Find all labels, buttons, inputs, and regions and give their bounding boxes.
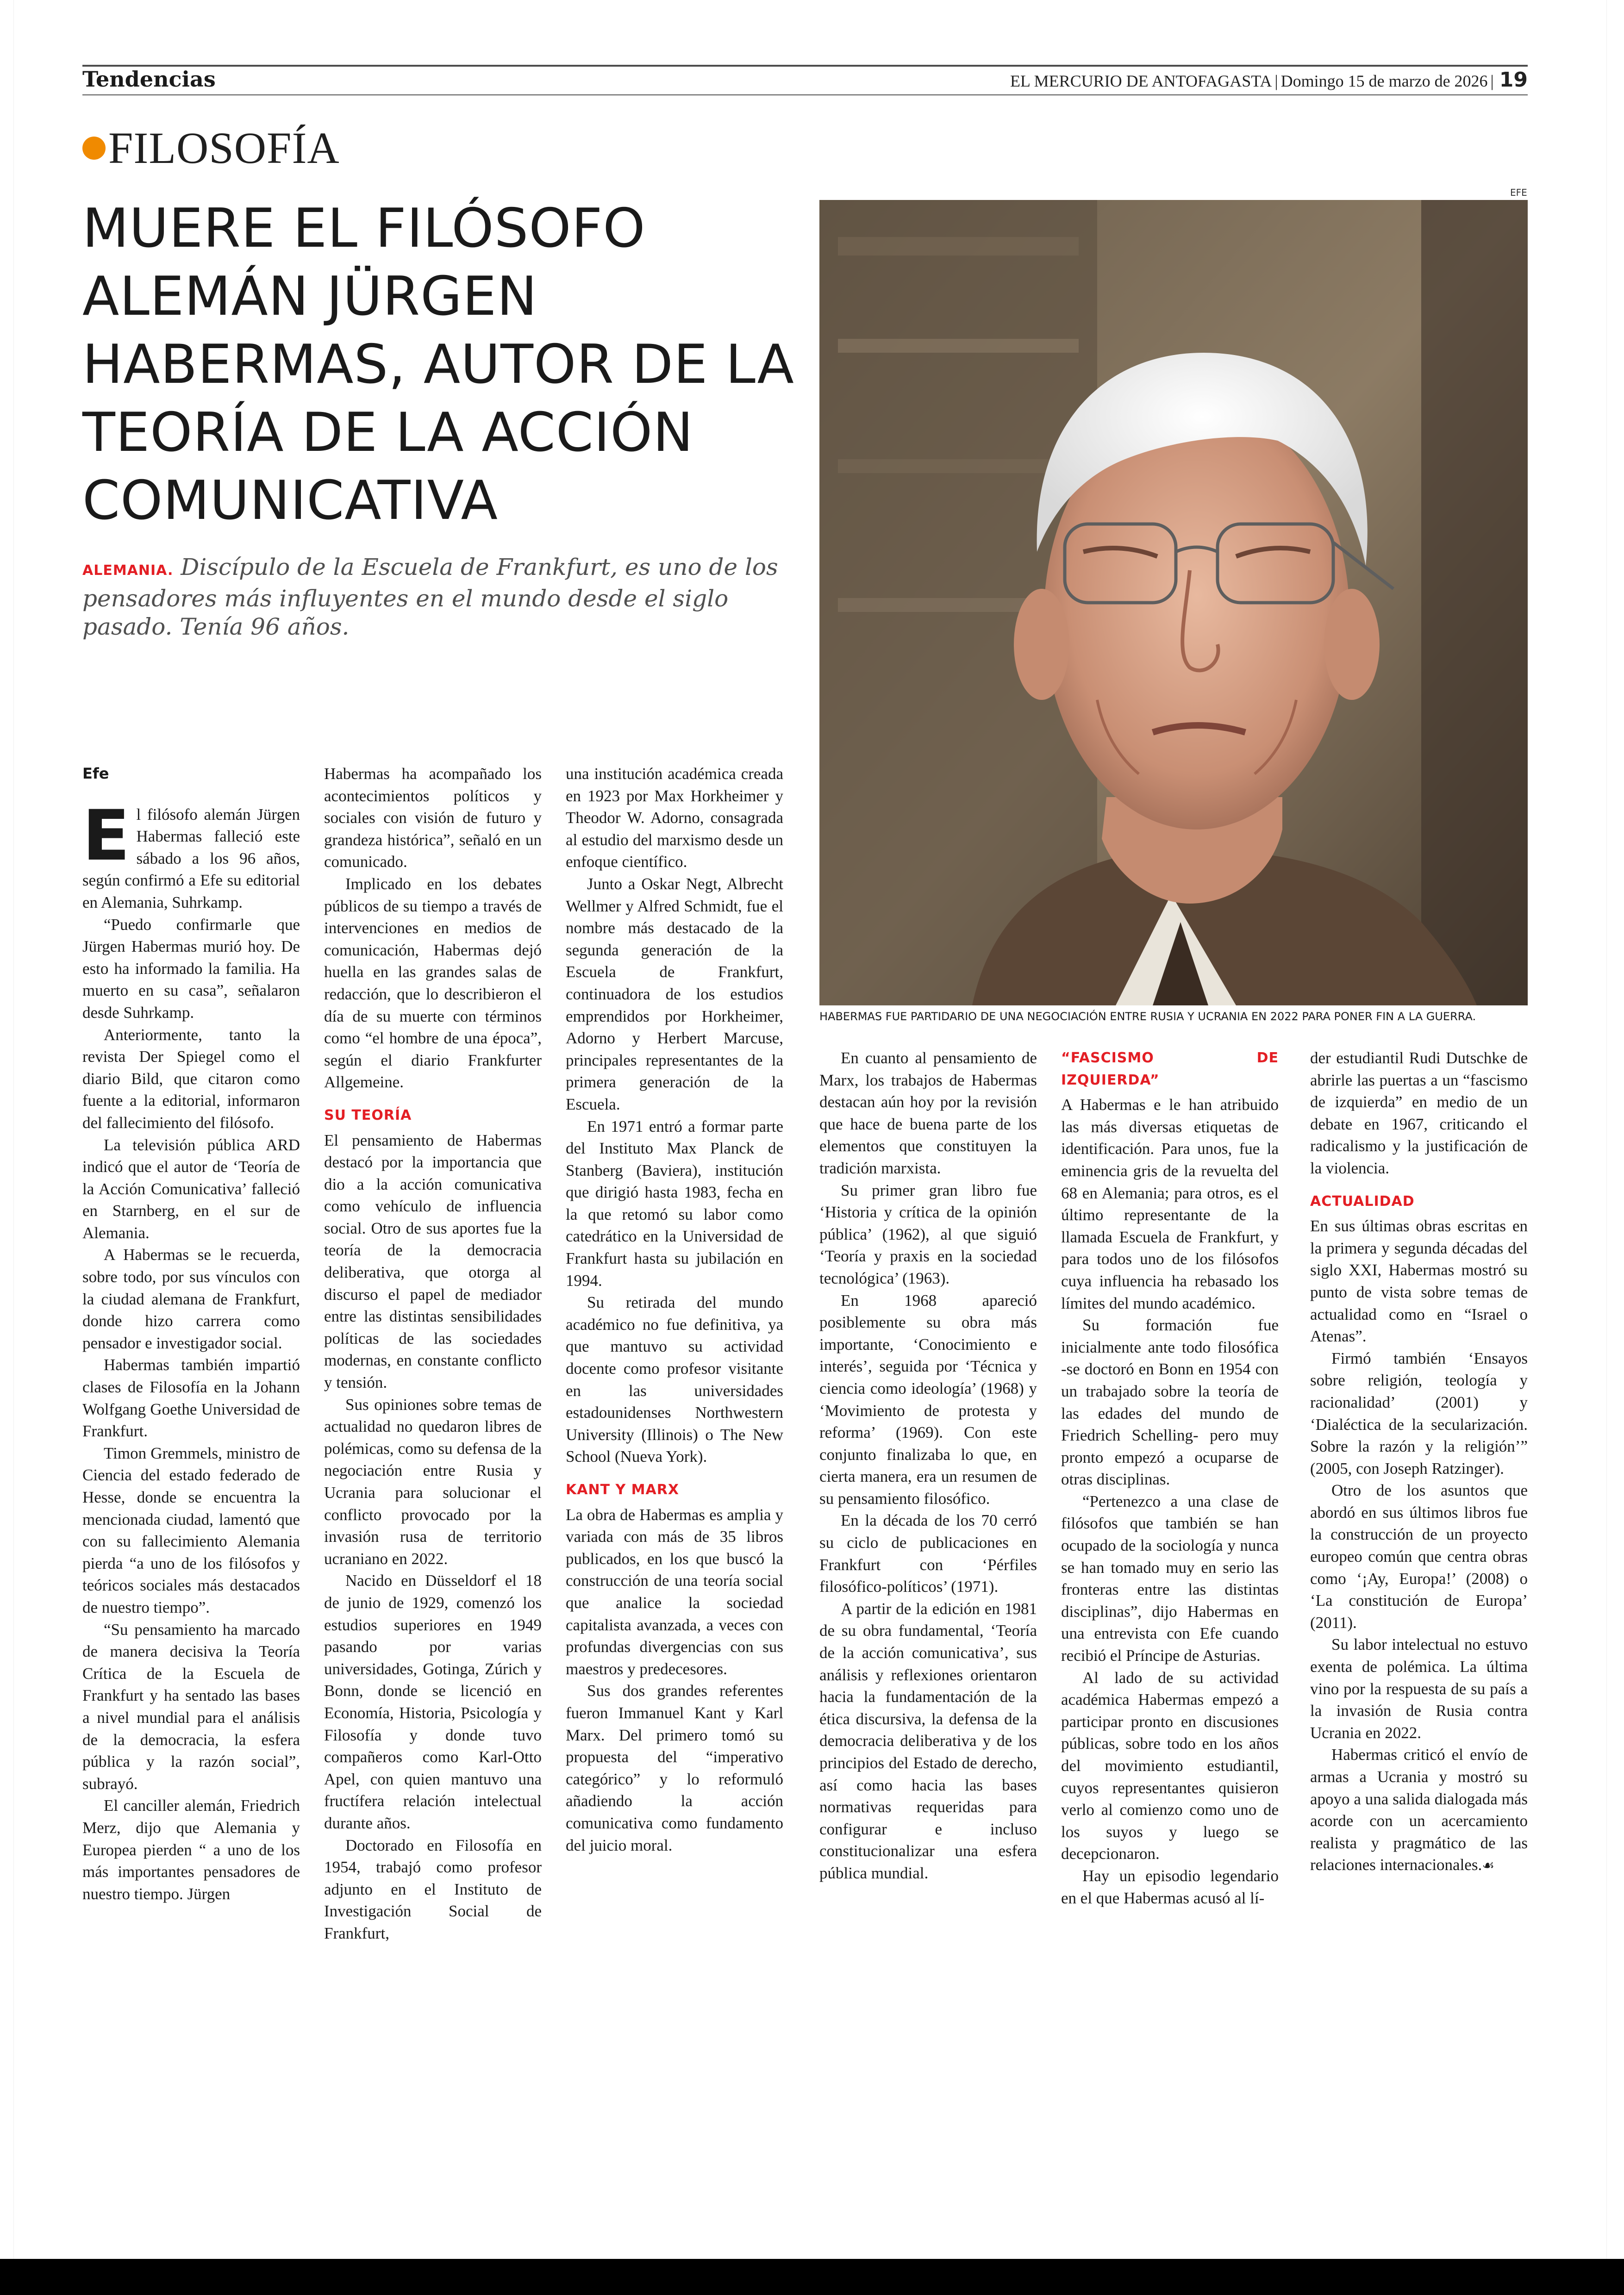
body-paragraph: A Habermas e le han atribuido las más diversas etiquetas de identificación. Para unos, fue la eminencia gris de la revuelta del 68 en Alemania; para otros, es el último representante de la llamada Escuela de Frankfurt, y para todos uno de los filósofos cuya influencia ha rebasado los límites del mundo académico.	[1061, 1096, 1279, 1312]
article-column-5	[1061, 1047, 1279, 1909]
body-paragraph: Doctorado en Filosofía en 1954, trabajó como profesor adjunto en el Instituto de Investigación Social de Frankfurt,	[324, 1836, 542, 1942]
body-paragraph: Su formación fue inicialmente ante todo filosófica -se doctoró en Bonn en 1954 con un trabajado sobre la teoría de las edades del mundo de Friedrich Schelling- pero muy pronto empezó a ocuparse de otras disciplinas.	[1061, 1316, 1279, 1489]
body-paragraph: Otro de los asuntos que abordó en sus últimos libros fue la construcción de un proyecto europeo común que centra obras como ‘¡Ay, Europa!’ (2008) o ‘La constitución de Europa’ (2011).	[1310, 1481, 1528, 1632]
subhead-actualidad: ACTUALIDAD	[1310, 1193, 1415, 1210]
article-column-4	[819, 1047, 1037, 1884]
body-paragraph: Al lado de su actividad académica Habermas empezó a participar pronto en discusiones públicas, sobre todo en los años del movimiento estudiantil, cuyos representantes quisieron verlo al comienzo como uno de los suyos y luego se decepcionaron.	[1061, 1668, 1279, 1863]
photo-credit: EFE	[1510, 187, 1527, 198]
subhead-fascismo-de-izquierda: “FASCISMO DE IZQUIERDA”	[1061, 1050, 1279, 1088]
body-paragraph-continued: Habermas ha acompañado los acontecimientos políticos y sociales con visión de futuro y grandeza histórica”, señaló en un comunicado.	[324, 765, 542, 871]
body-paragraph: En cuanto al pensamiento de Marx, los trabajos de Habermas destacan aún hoy por la revisión que hace de buena parte de los elementos que constituyen la tradición marxista.	[819, 1049, 1037, 1177]
body-paragraph-continued: der estudiantil Rudi Dutschke de abrirle las puertas a un “fascismo de izquierda” en medio de un debate en 1967, criticando el radicalismo y la justificación de la violencia.	[1310, 1049, 1528, 1177]
subhead-su-teoria: SU TEORÍA	[324, 1107, 412, 1123]
body-paragraph: En la década de los 70 cerró su ciclo de publicaciones en Frankfurt con ‘Pérfiles filosófico-políticos’ (1971).	[819, 1511, 1037, 1596]
body-paragraph: En 1971 entró a formar parte del Instituto Max Planck de Stanberg (Baviera), institución que dirigió hasta 1983, fecha en la que retomó su labor como catedrático en la Universidad de Frankfurt hasta su jubilación en 1994.	[566, 1117, 783, 1290]
lead-text: l filósofo alemán Jürgen Habermas falleció este sábado a los 96 años, según confirmó a Efe su editorial en Alemania, Suhrkamp.	[82, 805, 300, 911]
page-number: 19	[1499, 68, 1528, 92]
section-name: Tendencias	[82, 67, 216, 92]
deck	[82, 553, 795, 641]
body-paragraph: Junto a Oskar Negt, Albrecht Wellmer y Alfred Schmidt, fue el nombre más destacado de la segunda generación de la Escuela de Frankfurt, continuadora de los estudios emprendidos por Horkheimer, Adorno y Herbert Marcuse, principales representantes de la primera generación de la Escuela.	[566, 874, 783, 1113]
body-paragraph: “Su pensamiento ha marcado de manera decisiva la Teoría Crítica de la Escuela de Frankfurt y ha sentado las bases a nivel mundial para el análisis de la democracia, la esfera pública y la razón social”, subrayó.	[82, 1620, 300, 1793]
body-paragraph: En sus últimas obras escritas en la primera y segunda décadas del siglo XXI, Habermas mostró su punto de vista sobre temas de actualidad como en “Israel o Atenas”.	[1310, 1217, 1528, 1346]
body-paragraph: Sus opiniones sobre temas de actualidad no quedaron libres de polémicas, como su defensa de la negociación entre Rusia y Ucrania para solucionar el conflicto provocado por la invasión rusa de territorio ucraniano en 2022.	[324, 1395, 542, 1568]
subhead-kant-y-marx: KANT Y MARX	[566, 1482, 679, 1498]
body-paragraph: Hay un episodio legendario en el que Habermas acusó al lí-	[1061, 1866, 1279, 1907]
end-mark-icon: ☙	[1482, 1858, 1495, 1874]
kicker	[82, 125, 340, 171]
article-column-2	[324, 763, 542, 1944]
body-paragraph: Firmó también ‘Ensayos sobre religión, teología y racionalidad’ (2001) y ‘Dialéctica de la secularización. Sobre la razón y la religión’” (2005, con Joseph Ratzinger).	[1310, 1349, 1528, 1478]
kicker-dot-icon	[82, 137, 106, 160]
body-paragraph: Nacido en Düsseldorf el 18 de junio de 1929, comenzó los estudios superiores en 1949 pasando por varias universidades, Gotinga, Zúrich y Bonn, donde se licenció en Economía, Historia, Psicología y Filosofía y donde tuvo compañeros como Karl-Otto Apel, con quien mantuvo una fructífera relación intelectual durante años.	[324, 1572, 542, 1832]
article-column-1	[82, 763, 300, 1905]
body-paragraph: En 1968 apareció posiblemente su obra más importante, ‘Conocimiento e interés’, seguida por ‘Técnica y ciencia como ideología’ (1968) y ‘Movimiento de protesta y reforma’ (1969). Con este conjunto finalizaba lo que, en cierta manera, era un resumen de su pensamiento filosófico.	[819, 1291, 1037, 1508]
body-paragraph: Habermas también impartió clases de Filosofía en la Johann Wolfgang Goethe Universidad de Frankfurt.	[82, 1356, 300, 1441]
body-paragraph: “Pertenezco a una clase de filósofos que también se han ocupado de la sociología y nunca se han tomado muy en serio las fronteras entre las distintas disciplinas”, dijo Habermas en una entrevista con Efe cuando recibió el Príncipe de Asturias.	[1061, 1492, 1279, 1665]
body-paragraph: La televisión pública ARD indicó que el autor de ‘Teoría de la Acción Comunicativa’ falleció en Starnberg, en el sur de Alemania.	[82, 1135, 300, 1242]
issue-date: Domingo 15 de marzo de 2026	[1280, 72, 1488, 90]
body-paragraph: El pensamiento de Habermas destacó por la importancia que dio a la acción comunicativa como vehículo de influencia social. Otro de sus aportes fue la teoría de la democracia deliberativa, que otorga al discurso el papel de mediador entre las distintas sensibilidades políticas de las sociedades modernas, en constante conflicto y tensión.	[324, 1131, 542, 1392]
body-paragraph: El canciller alemán, Friedrich Merz, dijo que Alemania y Europea pierden “ a uno de los más importantes pensadores de nuestro tiempo. Jürgen	[82, 1796, 300, 1903]
final-paragraph	[1310, 1744, 1528, 1877]
portrait-photo	[819, 200, 1528, 1005]
kicker-label: FILOSOFÍA	[108, 123, 340, 173]
header-rule	[82, 94, 1528, 95]
body-paragraph: Timon Gremmels, ministro de Ciencia del estado federado de Hesse, donde se encuentra la mencionada ciudad, lamentó que con su fallecimiento Alemania pierda “a uno de los filósofos y teóricos sociales más destacados de nuestro tiempo”.	[82, 1444, 300, 1616]
portrait-illustration	[819, 200, 1528, 1005]
newspaper-name: EL MERCURIO DE ANTOFAGASTA	[1010, 72, 1272, 90]
photo-caption: HABERMAS FUE PARTIDARIO DE UNA NEGOCIACIÓN ENTRE RUSIA Y UCRANIA EN 2022 PARA PONER FIN A LA GUERRA.	[819, 1010, 1476, 1023]
deck-location: ALEMANIA.	[82, 562, 174, 579]
headline: MUERE EL FILÓSOFO ALEMÁN JÜRGEN HABERMAS, AUTOR DE LA TEORÍA DE LA ACCIÓN COMUNICATIVA	[82, 197, 794, 532]
drop-cap: E	[82, 795, 130, 876]
body-paragraph: Anteriormente, tanto la revista Der Spiegel como el diario Bild, que citaron como fuente a la editorial, informaron del fallecimiento del filósofo.	[82, 1025, 300, 1132]
body-paragraph: La obra de Habermas es amplia y variada con más de 35 libros publicados, en los que buscó la construcción de una teoría social que analice la sociedad capitalista avanzada, a veces con profundas divergencias con sus maestros y predecesores.	[566, 1505, 783, 1678]
article-column-6	[1310, 1047, 1528, 1877]
byline: Efe	[82, 765, 109, 782]
final-text: Habermas criticó el envío de armas a Ucrania y mostró su apoyo a una salida dialogada más acorde con un acercamiento realista y pragmático de las relaciones internacionales.	[1310, 1746, 1528, 1874]
deck-text: Discípulo de la Escuela de Frankfurt, es uno de los pensadores más influyentes en el mundo desde el siglo pasado. Tenía 96 años.	[82, 554, 778, 640]
body-paragraph: Implicado en los debates públicos de su tiempo a través de intervenciones en medios de comunicación, Habermas dejó huella en las grandes salas de redacción, que lo describieron el día de su muerte con términos como “el hombre de una época”, según el diario Frankfurter Allgemeine.	[324, 874, 542, 1091]
body-paragraph: “Puedo confirmarle que Jürgen Habermas murió hoy. De esto ha informado la familia. Ha muerto en su casa”, señalaron desde Suhrkamp.	[82, 915, 300, 1022]
body-paragraph: A Habermas se le recuerda, sobre todo, por sus vínculos con la ciudad alemana de Frankfurt, donde hizo carrera como pensador e investigador social.	[82, 1246, 300, 1352]
folio: EL MERCURIO DE ANTOFAGASTA | Domingo 15 de marzo de 2026 | 19	[1010, 68, 1528, 92]
lead-paragraph	[82, 795, 300, 914]
body-paragraph: Su retirada del mundo académico no fue definitiva, ya que mantuvo su actividad docente como profesor visitante en las universidades estadounidenses Northwestern University (Illinois) o The New School (Nueva York).	[566, 1293, 783, 1466]
body-paragraph: Su labor intelectual no estuvo exenta de polémica. La última vino por la respuesta de su país a la invasión de Rusia contra Ucrania en 2022.	[1310, 1635, 1528, 1742]
body-paragraph: A partir de la edición en 1981 de su obra fundamental, ‘Teoría de la acción comunicativa’, sus análisis y reflexiones orientaron hacia la fundamentación de la ética discursiva, la defensa de la democracia deliberativa y de los principios del Estado de derecho, así como hacia las bases normativas requeridas para configurar e incluso constitucionalizar una esfera pública mundial.	[819, 1599, 1037, 1882]
body-paragraph: Su primer gran libro fue ‘Historia y crítica de la opinión pública’ (1962), al que siguió ‘Teoría y praxis en la sociedad tecnológica’ (1963).	[819, 1181, 1037, 1287]
body-paragraph-continued: una institución académica creada en 1923 por Max Horkheimer y Theodor W. Adorno, consagrada al estudio del marxismo desde un enfoque científico.	[566, 765, 783, 871]
article-column-3	[566, 763, 783, 1856]
viewer-bottom-bar	[0, 2259, 1624, 2295]
body-paragraph: Sus dos grandes referentes fueron Immanuel Kant y Karl Marx. Del primero tomó su propuesta del “imperativo categórico” y lo reformuló añadiendo la acción comunicativa como fundamento del juicio moral.	[566, 1682, 783, 1854]
running-header	[82, 64, 1528, 94]
